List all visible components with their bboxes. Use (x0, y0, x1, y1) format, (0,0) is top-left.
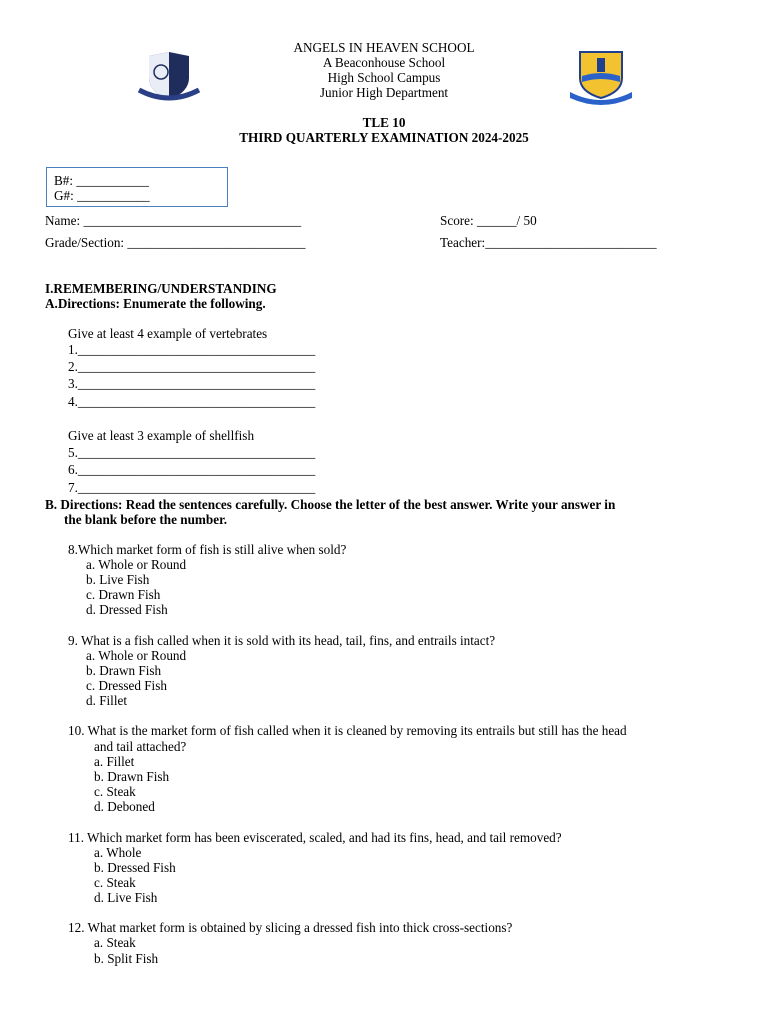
choice: d. Dressed Fish (86, 602, 168, 617)
answer-blank: 2.____________________________________ (68, 359, 316, 374)
answer-blank: 5.____________________________________ (68, 445, 316, 460)
choice: a. Steak (94, 935, 136, 950)
choice: c. Steak (94, 784, 136, 799)
choice: a. Whole or Round (86, 557, 187, 572)
prompt-vertebrates: Give at least 4 example of vertebrates (68, 326, 268, 341)
choice: c. Steak (94, 875, 136, 890)
grade-section-field: Grade/Section: ___________________________ (45, 235, 306, 250)
directions-b-cont: the blank before the number. (64, 512, 228, 527)
answer-blank: 1.____________________________________ (68, 342, 316, 357)
choice: b. Drawn Fish (86, 663, 162, 678)
choice: d. Deboned (94, 799, 155, 814)
question-10: 10. What is the market form of fish called when it is cleaned by removing its entrails but still has the head (68, 723, 627, 738)
score-field: Score: ______/ 50 (440, 213, 537, 228)
choice: a. Whole or Round (86, 648, 187, 663)
exam-title: THIRD QUARTERLY EXAMINATION 2024-2025 (239, 130, 529, 145)
department-name: Junior High Department (319, 85, 449, 100)
teacher-field: Teacher:__________________________ (440, 235, 657, 250)
choice: b. Dressed Fish (94, 860, 176, 875)
name-field: Name: _________________________________ (45, 213, 302, 228)
choice: d. Live Fish (94, 890, 158, 905)
school-name: ANGELS IN HEAVEN SCHOOL (293, 40, 475, 55)
choice: b. Live Fish (86, 572, 150, 587)
campus-name: High School Campus (327, 70, 441, 85)
choice: a. Whole (94, 845, 142, 860)
question-12: 12. What market form is obtained by slicing a dressed fish into thick cross-sections? (68, 920, 513, 935)
choice: c. Drawn Fish (86, 587, 161, 602)
school-tagline: A Beaconhouse School (322, 55, 446, 70)
answer-blank: 4.____________________________________ (68, 394, 316, 409)
id-number-box (46, 167, 228, 207)
part1-heading: I.REMEMBERING/UNDERSTANDING (45, 281, 277, 296)
choice: a. Fillet (94, 754, 135, 769)
question-10-cont: and tail attached? (94, 739, 187, 754)
question-11: 11. Which market form has been eviscerated, scaled, and had its fins, head, and tail removed? (68, 830, 562, 845)
choice: b. Split Fish (94, 951, 159, 966)
choice: c. Dressed Fish (86, 678, 167, 693)
b-number-field: B#: ___________ (54, 173, 149, 188)
answer-blank: 7.____________________________________ (68, 480, 316, 495)
question-9: 9. What is a fish called when it is sold with its head, tail, fins, and entrails intact? (68, 633, 496, 648)
question-8: 8.Which market form of fish is still alive when sold? (68, 542, 347, 557)
choice: b. Drawn Fish (94, 769, 170, 784)
answer-blank: 6.____________________________________ (68, 462, 316, 477)
answer-blank: 3.____________________________________ (68, 376, 316, 391)
g-number-field: G#: ___________ (54, 188, 150, 203)
directions-b: B. Directions: Read the sentences carefully. Choose the letter of the best answer. Write your answer in (45, 497, 616, 512)
subject-title: TLE 10 (362, 115, 406, 130)
prompt-shellfish: Give at least 3 example of shellfish (68, 428, 255, 443)
choice: d. Fillet (86, 693, 128, 708)
directions-a: A.Directions: Enumerate the following. (45, 296, 266, 311)
